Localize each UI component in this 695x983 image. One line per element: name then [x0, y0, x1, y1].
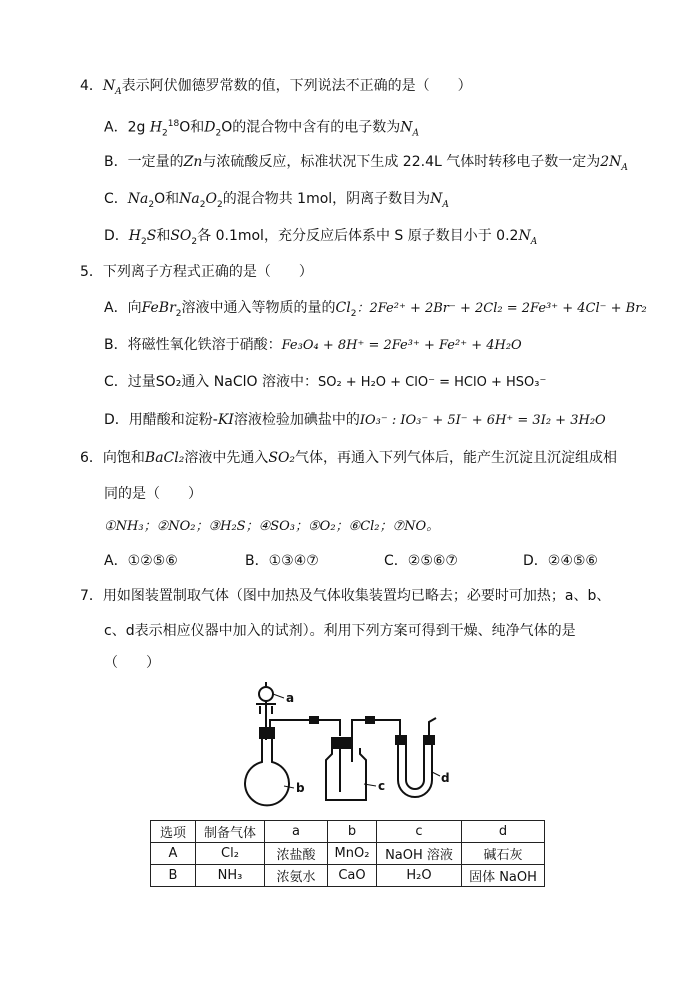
header-cell: 制备气体 — [196, 821, 265, 843]
q4-option-a: A．2g $H_2^{18}O$和$D_2O$的混合物中含有的电子数为$N_A$ — [104, 119, 420, 139]
q4-stem: 4．$N_A$表示阿伏伽德罗常数的值，下列说法不正确的是（ ） — [80, 78, 472, 97]
q4-option-d: D．$H_2S$和$SO_2$各 0.1mol，充分反应后体系中 S 原子数目小于 $0.2N_A$ — [104, 228, 538, 247]
table-cell: CaO — [328, 865, 377, 887]
q4-option-b: B．一定量的Zn与浓硫酸反应，标准状况下生成 22.4L 气体时转移电子数一定为$2N_A$ — [104, 154, 628, 173]
table-cell: A — [151, 843, 196, 865]
q6-stem-line1: 6．向饱和BaCl₂溶液中先通入SO₂气体，再通入下列气体后，能产生沉淀且沉淀组成相 — [80, 450, 618, 466]
label-b: b — [296, 781, 305, 795]
table-cell: 碱石灰 — [462, 843, 545, 865]
q6-option-c: C．②⑤⑥⑦ — [384, 553, 458, 569]
q6-option-d: D．②④⑤⑥ — [523, 553, 598, 569]
header-cell: d — [462, 821, 545, 843]
q5-option-d: D．用醋酸和淀粉-KI溶液检验加碘盐中的IO₃⁻ : IO₃⁻ + 5I⁻ + 6H⁺ = 3I₂ + 3H₂O — [104, 412, 606, 428]
table-header-row — [151, 821, 545, 843]
options-table — [150, 820, 545, 887]
q5-stem: 5．下列离子方程式正确的是（ ） — [80, 264, 313, 280]
funnel-bulb — [259, 687, 273, 701]
q7-stem-line2: c、d表示相应仪器中加入的试剂）。利用下列方案可得到干燥、纯净气体的是 — [104, 623, 576, 639]
q5-option-a: A．向FeBr$_2$溶液中通入等物质的量的$Cl_2$：2Fe²⁺ + 2Br⁻ + 2Cl₂ = 2Fe³⁺ + 4Cl⁻ + Br₂ — [104, 300, 647, 319]
label-a: a — [286, 691, 295, 705]
apparatus-diagram — [240, 680, 460, 810]
header-cell: a — [265, 821, 328, 843]
wash-bottle — [326, 748, 366, 800]
table-cell: 浓盐酸 — [265, 843, 328, 865]
round-bottom-flask — [245, 738, 289, 805]
table-cell: NH₃ — [196, 865, 265, 887]
table-cell: H₂O — [377, 865, 462, 887]
table-row — [151, 843, 545, 865]
header-cell: c — [377, 821, 462, 843]
q6-stem-line2: 同的是（ ） — [104, 486, 202, 502]
header-cell: b — [328, 821, 377, 843]
table-cell: NaOH 溶液 — [377, 843, 462, 865]
table-cell: 固体 NaOH — [462, 865, 545, 887]
q6-option-a: A．①②⑤⑥ — [104, 553, 178, 569]
table-cell: MnO₂ — [328, 843, 377, 865]
table-cell: Cl₂ — [196, 843, 265, 865]
table-cell: B — [151, 865, 196, 887]
q5-option-c: C．过量SO₂通入 NaClO 溶液中：SO₂ + H₂O + ClO⁻ = HClO + HSO₃⁻ — [104, 374, 547, 390]
table-row — [151, 865, 545, 887]
q6-gas-list: ①NH₃；②NO₂；③H₂S；④SO₃；⑤O₂；⑥Cl₂；⑦NO。 — [104, 519, 440, 534]
label-d: d — [441, 771, 450, 785]
label-c: c — [378, 779, 386, 793]
q4-option-c: C．$Na_2O$和$Na_2O_2$的混合物共 1mol，阴离子数目为$N_A$ — [104, 191, 449, 210]
header-cell: 选项 — [151, 821, 196, 843]
q6-option-b: B．①③④⑦ — [245, 553, 319, 569]
q7-stem-line1: 7．用如图装置制取气体（图中加热及气体收集装置均已略去；必要时可加热；a、b、 — [80, 588, 611, 604]
q5-option-b: B．将磁性氧化铁溶于硝酸：Fe₃O₄ + 8H⁺ = 2Fe³⁺ + Fe²⁺ + 4H₂O — [104, 337, 522, 353]
table-cell: 浓氨水 — [265, 865, 328, 887]
q7-stem-line3: （ ） — [104, 655, 160, 671]
